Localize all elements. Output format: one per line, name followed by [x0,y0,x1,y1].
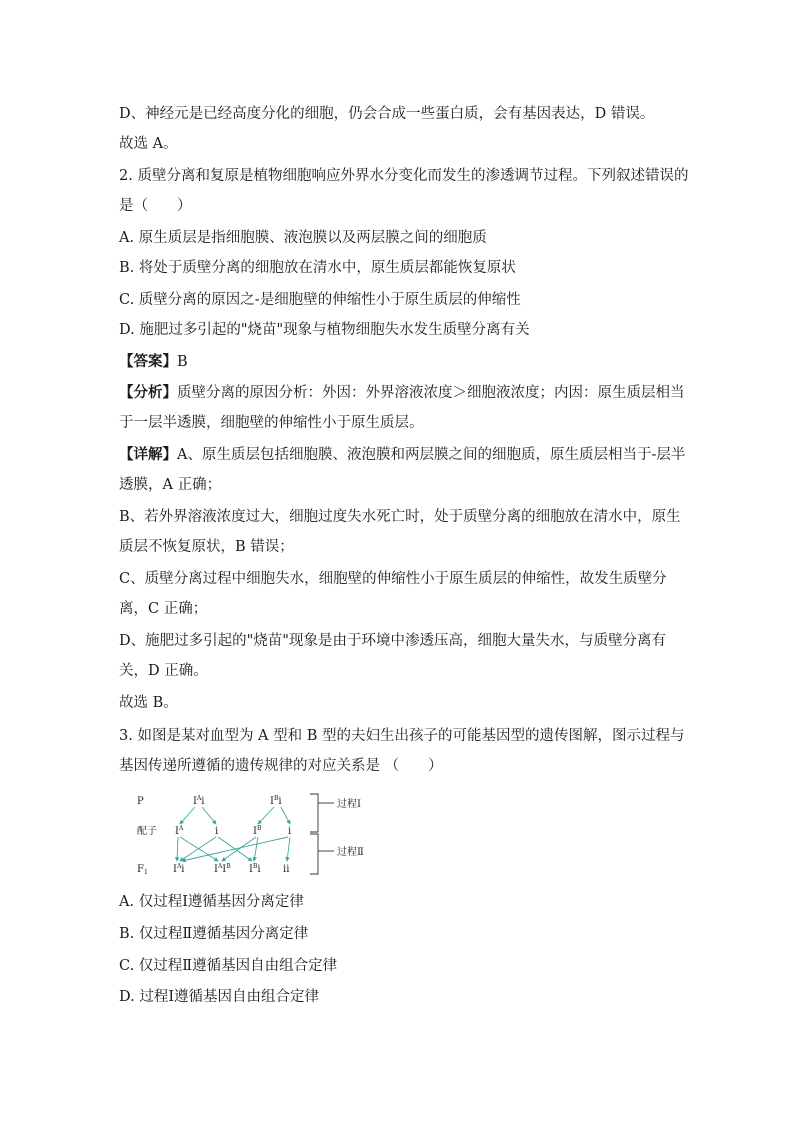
row-label-gamete: 配子 [137,826,157,837]
child-genotype: $I^Ai$ [173,863,185,875]
question-3-stem: 基因传递所遵循的遗传规律的对应关系是 （ ） [119,758,443,774]
fertilization-arrows [177,837,290,861]
question-3-stem: 3. 如图是某对血型为 A 型和 B 型的夫妇生出孩子的可能基因型的遗传图解，图示过程与 [119,728,685,744]
detail-tag: 【详解】 [119,446,177,463]
text-line: 质层不恢复原状，B 错误； [119,539,294,555]
gamete-ia: $I^A$ [175,825,184,837]
detail-line [119,445,685,465]
answer-value: B [177,354,188,370]
gamete-i: i [288,826,292,837]
text-line: B、若外界溶液浓度过大，细胞过度失水死亡时，处于质壁分离的细胞放在清水中，原生 [119,509,681,525]
child-genotype: ii [283,864,290,875]
text-line: D、神经元是已经高度分化的细胞，仍会合成一些蛋白质，会有基因表达，D 错误。 [119,106,655,122]
text-line: 故选 B。 [119,695,178,711]
parent-b-genotype: $I^Bi$ [270,795,282,807]
parent-a-genotype: $I^Ai$ [193,795,205,807]
question-2-stem: 是（ ） [119,198,192,214]
option-d: D. 过程Ⅰ遵循基因自由组合定律 [119,989,320,1005]
option-b: B. 仅过程Ⅱ遵循基因分离定律 [119,926,309,942]
text-line: 故选 A。 [119,136,178,152]
analysis-line [119,383,685,403]
analysis-text: 质壁分离的原因分析：外因：外界溶液浓度＞细胞液浓度；内因：原生质层相当 [177,385,685,401]
answer-tag: 【答案】 [119,353,177,370]
text-line: 于一层半透膜，细胞壁的伸缩性小于原生质层。 [119,415,424,431]
meiosis-arrows [180,807,290,824]
analysis-tag: 【分析】 [119,384,177,401]
row-label-p: P [137,796,144,807]
child-genotype: $I^Bi$ [249,863,261,875]
gamete-i: i [215,826,219,837]
row-label-f1: $F_1$ [137,864,148,876]
answer-line [119,352,188,372]
text-line: 关，D 正确。 [119,663,208,679]
option-b: B. 将处于质壁分离的细胞放在清水中，原生质层都能恢复原状 [119,260,516,276]
process-1-label: 过程Ⅰ [337,799,361,810]
option-c: C. 仅过程Ⅱ遵循基因自由组合定律 [119,958,338,974]
text-line: 离，C 正确； [119,601,208,617]
question-2-stem: 2. 质壁分离和复原是植物细胞响应外界水分变化而发生的渗透调节过程。下列叙述错误的 [119,168,689,184]
detail-text: A、原生质层包括细胞膜、液泡膜和两层膜之间的细胞质，原生质层相当于-层半 [177,447,686,463]
option-a: A. 原生质层是指细胞膜、液泡膜以及两层膜之间的细胞质 [119,230,487,246]
option-a: A. 仅过程Ⅰ遵循基因分离定律 [119,894,304,910]
child-genotype: $I^AI^B$ [214,863,231,875]
process-2-label: 过程Ⅱ [337,847,364,858]
inheritance-diagram [130,788,390,878]
option-d: D. 施肥过多引起的"烧苗"现象与植物细胞失水发生质壁分离有关 [119,322,530,338]
option-c: C. 质壁分离的原因之-是细胞壁的伸缩性小于原生质层的伸缩性 [119,292,521,308]
process-brackets [310,794,334,874]
text-line: 透膜，A 正确； [119,477,222,493]
text-line: C、质壁分离过程中细胞失水，细胞壁的伸缩性小于原生质层的伸缩性，故发生质壁分 [119,571,667,587]
gamete-ib: $I^B$ [253,825,262,837]
text-line: D、施肥过多引起的"烧苗"现象是由于环境中渗透压高，细胞大量失水，与质壁分离有 [119,633,666,649]
